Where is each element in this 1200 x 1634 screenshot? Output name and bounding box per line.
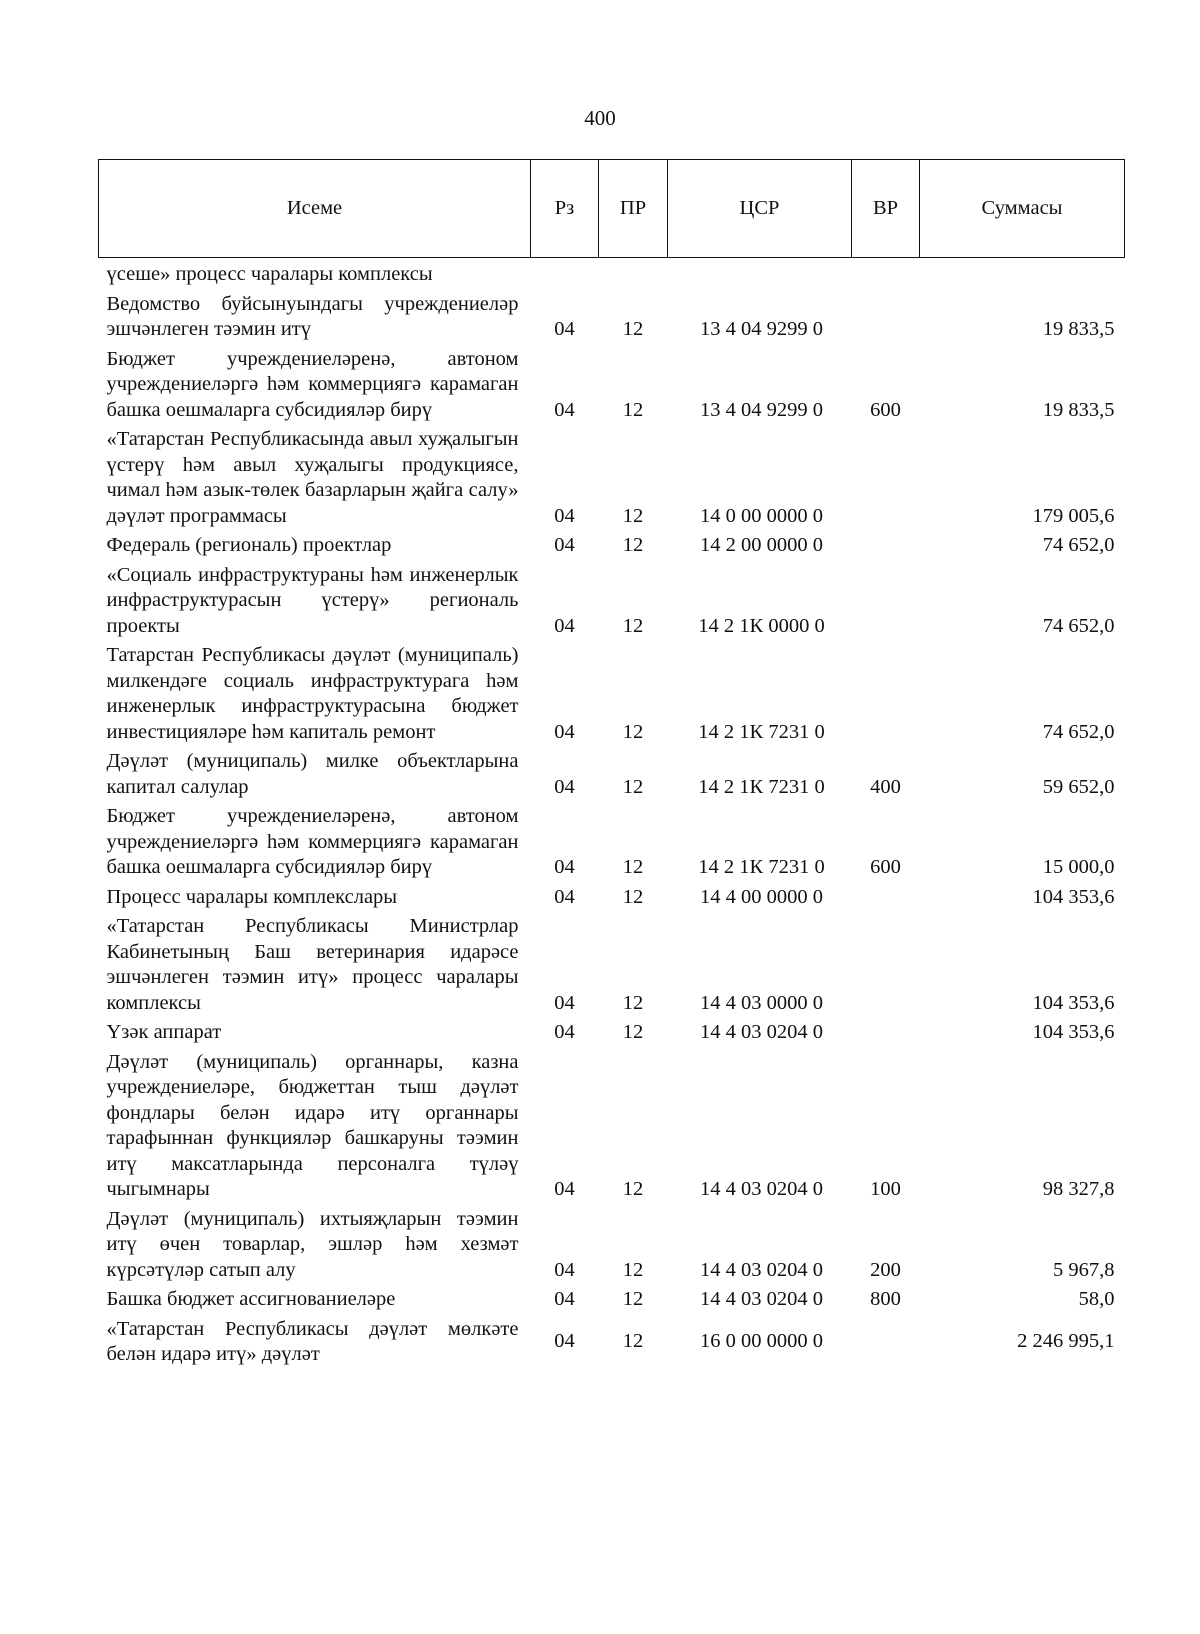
cell-name: Дәүләт (муниципаль) органнары, казна учреждениеләре, бюджеттан тыш дәүләт фондлары белән идарә итү органнары тарафыннан функцияләр башкаруны тәэмин итү максатларында персоналга түләү чыгымнары: [106, 1050, 519, 1200]
table-body: [99, 258, 1125, 1370]
table-header: [99, 160, 1125, 258]
table-row: [99, 290, 1125, 345]
cell-pr: 12: [622, 1178, 644, 1200]
header-vr: ВР: [852, 160, 920, 258]
cell-csr: 14 2 1К 7231 0: [698, 720, 825, 743]
cell-csr: 13 4 04 9299 0: [700, 318, 823, 340]
cell-name: Процесс чаралары комплекслары: [106, 885, 398, 908]
cell-rz: 04: [554, 885, 575, 908]
cell-pr: 12: [622, 1288, 644, 1310]
cell-pr: 12: [622, 318, 644, 340]
cell-csr: 14 0 00 0000 0: [700, 504, 823, 527]
cell-name: Дәүләт (муниципаль) ихтыяҗларын тәэмин итү өчен товарлар, эшләр һәм хезмәт күрсәтүләр сатып алу: [106, 1207, 519, 1281]
header-sum: Суммасы: [920, 160, 1125, 258]
cell-rz: 04: [554, 1021, 575, 1043]
cell-rz: 04: [554, 1258, 575, 1281]
cell-vr: [852, 531, 920, 561]
cell-name: үсеше» процесс чаралары комплексы: [106, 263, 433, 285]
cell-sum: 104 353,6: [1032, 1021, 1115, 1043]
cell-sum: 19 833,5: [1042, 318, 1115, 340]
cell-sum: 104 353,6: [1032, 991, 1115, 1014]
cell-vr: [852, 1018, 920, 1048]
cell-pr: 12: [622, 720, 644, 743]
cell-sum: 59 652,0: [1042, 775, 1115, 798]
cell-vr: [852, 290, 920, 345]
table-row: [99, 802, 1125, 883]
table-row: [99, 1018, 1125, 1048]
cell-name: Федераль (региональ) проектлар: [106, 534, 392, 556]
cell-vr: 600: [870, 856, 901, 878]
cell-pr: 12: [622, 885, 644, 908]
table-row: [99, 747, 1125, 802]
cell-name: Үзәк аппарат: [106, 1021, 222, 1043]
cell-rz: 04: [554, 398, 575, 421]
cell-csr: [668, 258, 852, 290]
cell-csr: 14 4 03 0204 0: [700, 1021, 823, 1043]
cell-sum: 74 652,0: [1042, 720, 1115, 743]
cell-csr: 14 2 1К 7231 0: [698, 775, 825, 798]
table-row: [99, 531, 1125, 561]
cell-vr: [852, 883, 920, 913]
cell-pr: 12: [622, 1330, 644, 1353]
cell-sum: 104 353,6: [1032, 885, 1115, 908]
cell-vr: 200: [870, 1258, 901, 1281]
cell-csr: 14 2 00 0000 0: [700, 534, 823, 556]
header-csr: ЦСР: [668, 160, 852, 258]
header-name: Исеме: [99, 160, 531, 258]
cell-pr: 12: [622, 1258, 644, 1281]
table-row: [99, 258, 1125, 290]
cell-sum: 74 652,0: [1042, 534, 1115, 556]
cell-sum: 5 967,8: [1053, 1258, 1115, 1281]
table-row: [99, 425, 1125, 531]
header-pr: ПР: [599, 160, 668, 258]
cell-csr: 16 0 00 0000 0: [700, 1330, 823, 1353]
table-row: [99, 1205, 1125, 1286]
cell-pr: 12: [622, 504, 644, 527]
table-row: [99, 912, 1125, 1018]
cell-rz: 04: [554, 1330, 575, 1353]
table-row: [99, 883, 1125, 913]
cell-sum: 19 833,5: [1042, 398, 1115, 421]
cell-sum: 98 327,8: [1042, 1178, 1115, 1200]
cell-vr: 600: [870, 398, 901, 421]
cell-vr: [852, 561, 920, 642]
cell-rz: 04: [554, 775, 575, 798]
table-row: [99, 1315, 1125, 1370]
cell-pr: 12: [622, 775, 644, 798]
cell-name: «Татарстан Республикасы Министрлар Кабинетының Баш ветеринария идарәсе эшчәнлеген тәэмин итү» процесс чаралары комплексы: [106, 915, 519, 1014]
cell-sum: 58,0: [1078, 1288, 1115, 1310]
cell-name: Башка бюджет ассигнованиеләре: [106, 1288, 396, 1310]
cell-csr: 13 4 04 9299 0: [700, 398, 823, 421]
cell-name: «Татарстан Республикасында авыл хуҗалыгын үстерү һәм авыл хуҗалыгы продукциясе, чимал һәм азык-төлек базарларын җайга салу» дәүләт программасы: [106, 428, 519, 527]
cell-name: Бюджет учреждениеләренә, автоном учреждениеләргә һәм коммерциягә карамаган башка оешмаларга субсидияләр бирү: [106, 805, 519, 878]
cell-sum: [920, 258, 1125, 290]
cell-sum: 179 005,6: [1032, 504, 1115, 527]
cell-rz: 04: [554, 856, 575, 878]
cell-csr: 14 4 03 0000 0: [700, 991, 823, 1014]
cell-csr: 14 2 1К 7231 0: [698, 856, 825, 878]
cell-sum: 2 246 995,1: [1017, 1330, 1115, 1353]
cell-sum: 74 652,0: [1042, 614, 1115, 637]
cell-name: Татарстан Республикасы дәүләт (муниципаль) милкендәге социаль инфраструктурага һәм инженерлык инфраструктурасына бюджет инвестицияләре һәм капиталь ремонт: [106, 644, 519, 743]
cell-csr: 14 4 00 0000 0: [700, 885, 823, 908]
cell-rz: 04: [554, 534, 575, 556]
table-row: [99, 641, 1125, 747]
cell-vr: 400: [870, 775, 901, 798]
cell-rz: 04: [554, 1178, 575, 1200]
cell-pr: 12: [622, 856, 644, 878]
cell-name: Бюджет учреждениеләренә, автоном учреждениеләргә һәм коммерциягә карамаган башка оешмаларга субсидияләр бирү: [106, 347, 519, 421]
cell-rz: 04: [554, 1288, 575, 1310]
cell-pr: 12: [622, 1021, 644, 1043]
cell-csr: 14 2 1К 0000 0: [698, 614, 825, 637]
cell-vr: [852, 912, 920, 1018]
table-row: [99, 1285, 1125, 1315]
cell-csr: 14 4 03 0204 0: [700, 1288, 823, 1310]
cell-pr: 12: [622, 534, 644, 556]
cell-vr: [852, 1315, 920, 1370]
cell-sum: 15 000,0: [1042, 856, 1115, 878]
cell-pr: 12: [622, 614, 644, 637]
cell-rz: [531, 258, 599, 290]
cell-csr: 14 4 03 0204 0: [700, 1258, 823, 1281]
cell-name: Ведомство буйсынуындагы учреждениеләр эшчәнлеген тәэмин итү: [106, 292, 519, 340]
cell-vr: [852, 425, 920, 531]
cell-name: «Социаль инфраструктураны һәм инженерлык инфраструктурасын үстерү» региональ проекты: [106, 563, 519, 637]
cell-csr: 14 4 03 0204 0: [700, 1178, 823, 1200]
budget-table: [98, 159, 1125, 1370]
cell-name: «Татарстан Республикасы дәүләт мөлкәте белән идарә итү» дәүләт: [106, 1317, 519, 1365]
cell-vr: 800: [870, 1288, 901, 1310]
cell-pr: [599, 258, 668, 290]
cell-rz: 04: [554, 504, 575, 527]
cell-rz: 04: [554, 991, 575, 1014]
table-row: [99, 345, 1125, 426]
cell-vr: 100: [870, 1178, 901, 1200]
table-row: [99, 1048, 1125, 1205]
cell-vr: [852, 258, 920, 290]
cell-name: Дәүләт (муниципаль) милке объектларына капитал салулар: [106, 750, 519, 798]
cell-rz: 04: [554, 318, 575, 340]
table-row: [99, 561, 1125, 642]
cell-pr: 12: [622, 991, 644, 1014]
cell-rz: 04: [554, 720, 575, 743]
page-number: 400: [584, 106, 616, 130]
cell-rz: 04: [554, 614, 575, 637]
cell-pr: 12: [622, 398, 644, 421]
cell-vr: [852, 641, 920, 747]
header-rz: Рз: [531, 160, 599, 258]
